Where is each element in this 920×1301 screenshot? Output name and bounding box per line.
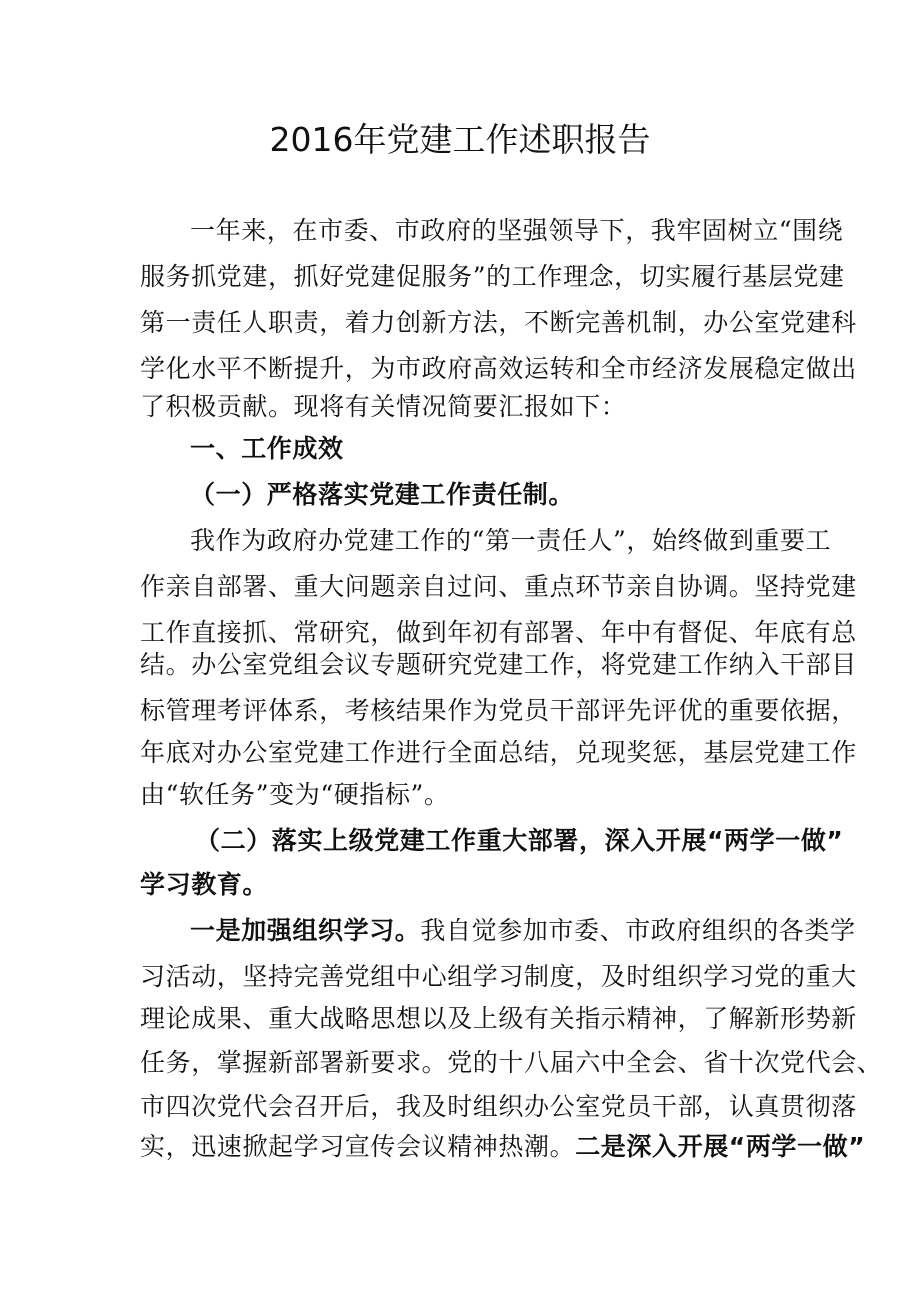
paragraph-line: 工作直接抓、常研究，做到年初有部署、年中有督促、年底有总 [140, 618, 857, 647]
paragraph-line: 习活动，坚持完善党组中心组学习制度，及时组织学习党的重大 [140, 962, 857, 991]
paragraph-line: 年底对办公室党建工作进行全面总结，兑现奖惩，基层党建工作 [140, 738, 857, 767]
paragraph-line: 市四次党代会召开后，我及时组织办公室党员干部，认真贯彻落 [140, 1092, 857, 1121]
paragraph-line: 结。办公室党组会议专题研究党建工作，将党建工作纳入干部目 [140, 650, 857, 679]
paragraph-line: 作亲自部署、重大问题亲自过问、重点环节亲自协调。坚持党建 [140, 572, 857, 601]
paragraph-line: 标管理考评体系，考核结果作为党员干部评先评优的重要依据， [140, 696, 857, 725]
paragraph-lead: 一是加强组织学习。 [190, 916, 421, 945]
paragraph-text: 我自觉参加市委、市政府组织的各类学 [420, 916, 856, 945]
paragraph-line: 学化水平不断提升，为市政府高效运转和全市经济发展稳定做出 [140, 354, 857, 383]
subsection-heading: （一）严格落实党建工作责任制。 [190, 480, 575, 509]
paragraph-line: 了积极贡献。现将有关情况简要汇报如下： [140, 392, 627, 421]
paragraph-lead: 二是深入开展“两学一做” [575, 1132, 866, 1161]
paragraph-line [190, 908, 856, 954]
paragraph-line: 服务抓党建，抓好党建促服务”的工作理念，切实履行基层党建 [140, 262, 845, 291]
section-heading: 一、工作成效 [190, 434, 344, 463]
paragraph-line [140, 1124, 866, 1170]
paragraph-line: 我作为政府办党建工作的“第一责任人”，始终做到重要工 [190, 526, 832, 555]
document-title: 2016年党建工作述职报告 [269, 120, 651, 159]
subsection-heading: （二）落实上级党建工作重大部署，深入开展“两学一做” [195, 826, 844, 855]
paragraph-line: 理论成果、重大战略思想以及上级有关指示精神，了解新形势新 [140, 1004, 857, 1033]
paragraph-line: 由“软任务”变为“硬指标”。 [140, 780, 450, 809]
paragraph-line: 一年来，在市委、市政府的坚强领导下，我牢固树立“围绕 [190, 216, 844, 245]
paragraph-line: 第一责任人职责，着力创新方法，不断完善机制，办公室党建科 [140, 308, 857, 337]
paragraph-line: 任务，掌握新部署新要求。党的十八届六中全会、省十次党代会、 [140, 1048, 883, 1077]
subsection-heading: 学习教育。 [140, 870, 269, 899]
paragraph-text: 实，迅速掀起学习宣传会议精神热潮。 [140, 1132, 576, 1161]
